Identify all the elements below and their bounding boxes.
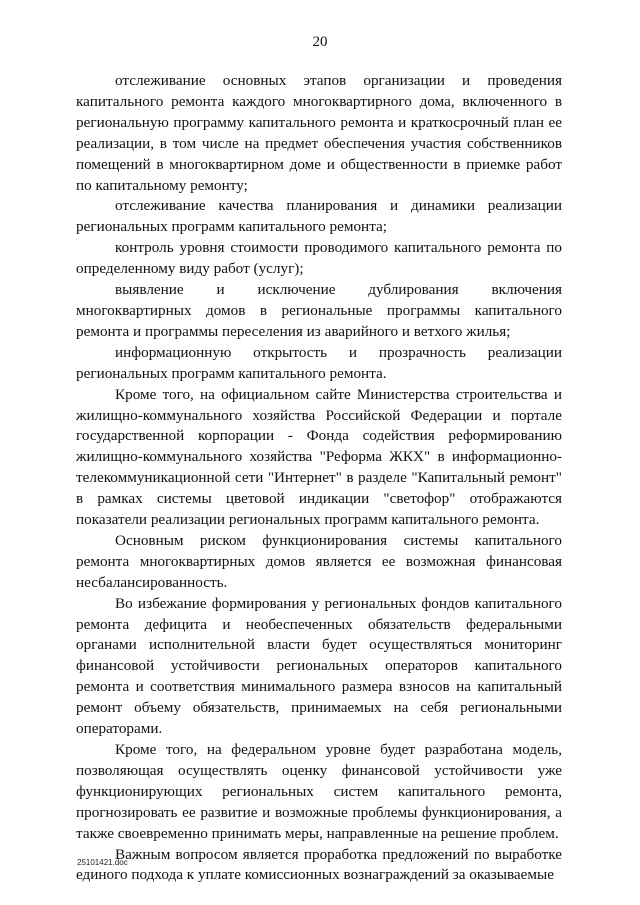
paragraph-monitoring-stages: отслеживание основных этапов организации и проведения капитального ремонта каждого многоквартирного дома, включенного в региональную программу капитального ремонта и краткосрочный план ее реализации, в том числе на предмет обеспечения участия собственников помещений в многоквартирном доме и общественности в приемке работ по капитальному ремонту; xyxy=(76,72,562,194)
paragraph-commission-fees: Важным вопросом является проработка предложений по выработке единого подхода к уплате комиссионных вознаграждений за оказываемые xyxy=(76,845,562,884)
paragraph-official-website: Кроме того, на официальном сайте Министерства строительства и жилищно-коммунального хозяйства Российской Федерации и портале государственной корпорации - Фонда содействия реформированию жилищно-коммунального хозяйства "Реформа ЖКХ" в информационно-телекоммуникационной сети "Интернет" в разделе "Капитальный ремонт" в рамках системы цветовой индикации "светофор" отображаются показатели реализации региональных программ капитального ремонта. xyxy=(76,385,562,529)
paragraph-duplicate-detection: выявление и исключение дублирования включения многоквартирных домов в региональные программы капитального ремонта и программы переселения из аварийного и ветхого жилья; xyxy=(76,281,562,340)
paragraph-federal-model: Кроме того, на федеральном уровне будет разработана модель, позволяющая осуществлять оценку финансовой устойчивости уже функционирующих региональных систем капитального ремонта, прогнозировать ее развитие и возможные проблемы функционирования, а также своевременно принимать меры, направленные на решение проблем. xyxy=(76,741,562,842)
footer-document-code: 25101421.doc xyxy=(77,858,128,867)
paragraph-transparency: информационную открытость и прозрачность реализации региональных программ капитального ремонта. xyxy=(76,343,562,382)
page-number: 20 xyxy=(312,34,328,50)
document-body xyxy=(76,71,562,886)
paragraph-monitoring-quality: отслеживание качества планирования и динамики реализации региональных программ капитального ремонта; xyxy=(76,197,562,236)
paragraph-main-risk: Основным риском функционирования системы капитального ремонта многоквартирных домов является ее возможная финансовая несбалансированность. xyxy=(76,531,562,591)
paragraph-deficit-prevention: Во избежание формирования у региональных фондов капитального ремонта дефицита и необеспеченных обязательств федеральными органами исполнительной власти будет осуществляться мониторинг финансовой устойчивости региональных операторов капитального ремонта и соответствия минимального размера взносов на капитальный ремонт объему обязательств, принимаемых на себя региональными операторами. xyxy=(76,594,562,738)
paragraph-cost-control: контроль уровня стоимости проводимого капитального ремонта по определенному виду работ (услуг); xyxy=(76,239,562,278)
